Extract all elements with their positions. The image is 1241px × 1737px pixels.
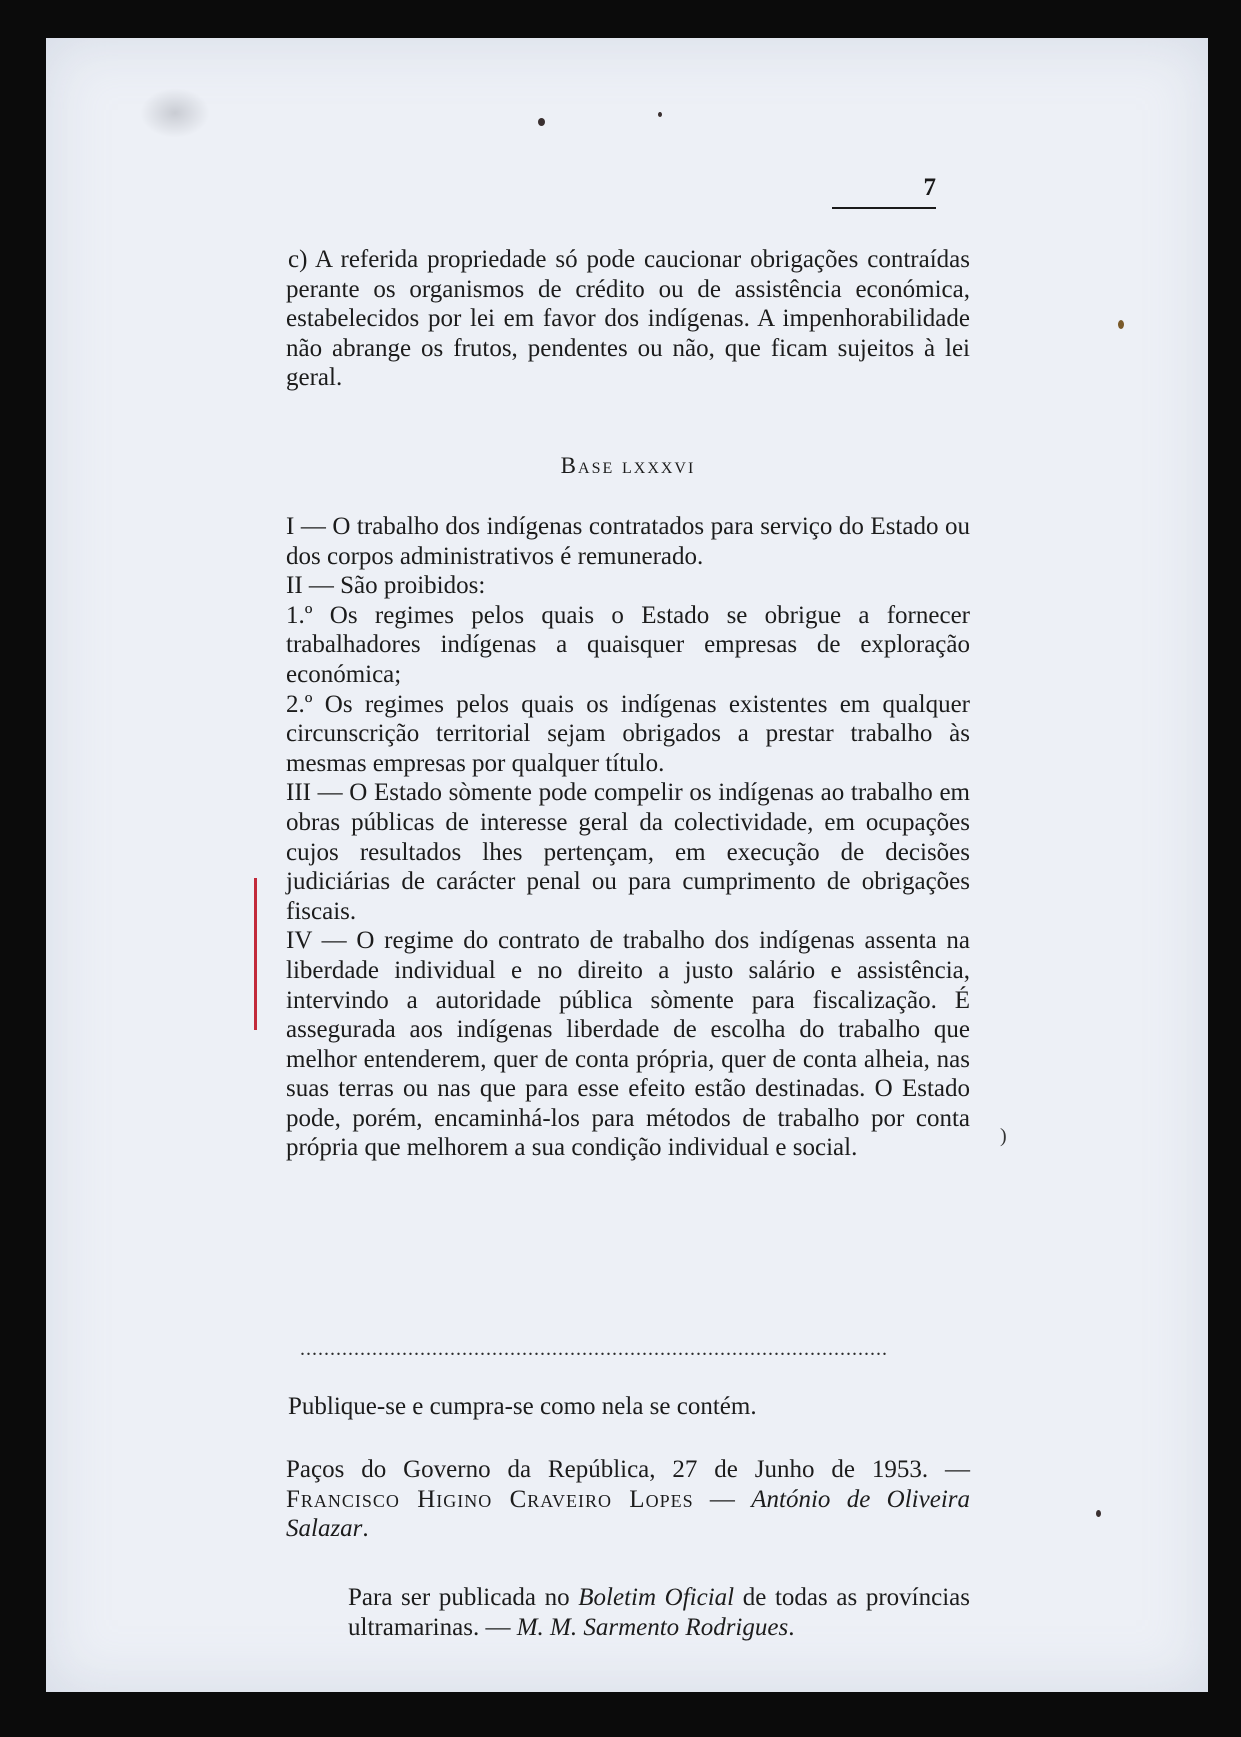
ink-speck <box>1096 1510 1101 1517</box>
footer-prefix: Para ser publicada no <box>348 1584 579 1611</box>
signature-separator: — <box>693 1485 752 1513</box>
signature-paragraph <box>286 1455 970 1544</box>
ink-speck <box>1118 320 1124 329</box>
signature-prefix: Paços do Governo da República, 27 de Junho de 1953. — <box>286 1456 970 1483</box>
publication-name: Boletim Oficial <box>578 1584 735 1611</box>
base-paragraph-6: IV — O regime do contrato de trabalho dos indígenas assenta na liberdade individual e no direito a justo salário e assistência, intervindo a autoridade pública sòmente para fiscalização. É assegurada aos indígenas liberdade de escolha do trabalho que melhor entenderem, quer de conta própria, quer de conta alheia, nas suas terras ou nas que para esse efeito estão destinadas. O Estado pode, porém, encaminhá-los para métodos de trabalho por conta própria que melhorem a sua condição individual e social. <box>286 927 970 1162</box>
base-paragraph-4: 2.º Os regimes pelos quais os indígenas existentes em qualquer circunscrição territorial sejam obrigados a prestar trabalho às mesmas empresas por qualquer título. <box>286 690 970 777</box>
footer-middle: de todas as províncias ultramarinas. — <box>348 1584 970 1641</box>
ink-speck <box>538 118 545 126</box>
page-number-rule <box>832 207 936 209</box>
paragraph-c-text: c) A referida propriedade só pode caucionar obrigações contraídas perante os organismos de crédito ou de assistência económica, estabelecidos por lei em favor dos indígenas. A impenhorabilidade não abrange os frutos, pendentes ou não, que ficam sujeitos à lei geral. <box>286 246 970 392</box>
base-paragraph-3: 1.º Os regimes pelos quais o Estado se obrigue a fornecer trabalhadores indígenas a quaisquer empresas de exploração económica; <box>286 601 970 688</box>
base-body <box>286 512 970 1163</box>
footer-paragraph <box>348 1583 970 1642</box>
minister-name: António de Oliveira Salazar <box>286 1485 970 1543</box>
base-paragraph-2: II — São proibidos: <box>286 572 486 600</box>
footer-text <box>348 1583 970 1642</box>
ink-speck <box>658 112 662 117</box>
footer-end: . <box>788 1613 795 1641</box>
base-paragraph-5: III — O Estado sòmente pode compelir os indígenas ao trabalho em obras públicas de interesse geral da colectividade, em ocupações cujos resultados lhes pertençam, em execução de decisões judiciárias de carácter penal ou para cumprimento de obrigações fiscais. <box>286 779 970 925</box>
page-number: 7 <box>923 174 936 201</box>
margin-tick: ) <box>1000 1125 1007 1147</box>
publish-line: Publique-se e cumpra-se como nela se contém. <box>288 1393 757 1420</box>
signature-end: . <box>362 1515 369 1543</box>
president-name: Francisco Higino Craveiro Lopes <box>286 1485 694 1513</box>
paragraph-c <box>286 245 970 393</box>
footer-signatory: M. M. Sarmento Rodrigues <box>516 1613 789 1641</box>
paper-wear-mark <box>140 88 210 138</box>
base-paragraph-1: I — O trabalho dos indígenas contratados para serviço do Estado ou dos corpos administrativos é remunerado. <box>286 513 970 570</box>
base-heading: Base lxxxvi <box>560 453 696 478</box>
red-margin-mark <box>254 878 257 1030</box>
signature-text <box>286 1455 970 1544</box>
ellipsis-line: .................................................................................................. <box>300 1338 888 1360</box>
